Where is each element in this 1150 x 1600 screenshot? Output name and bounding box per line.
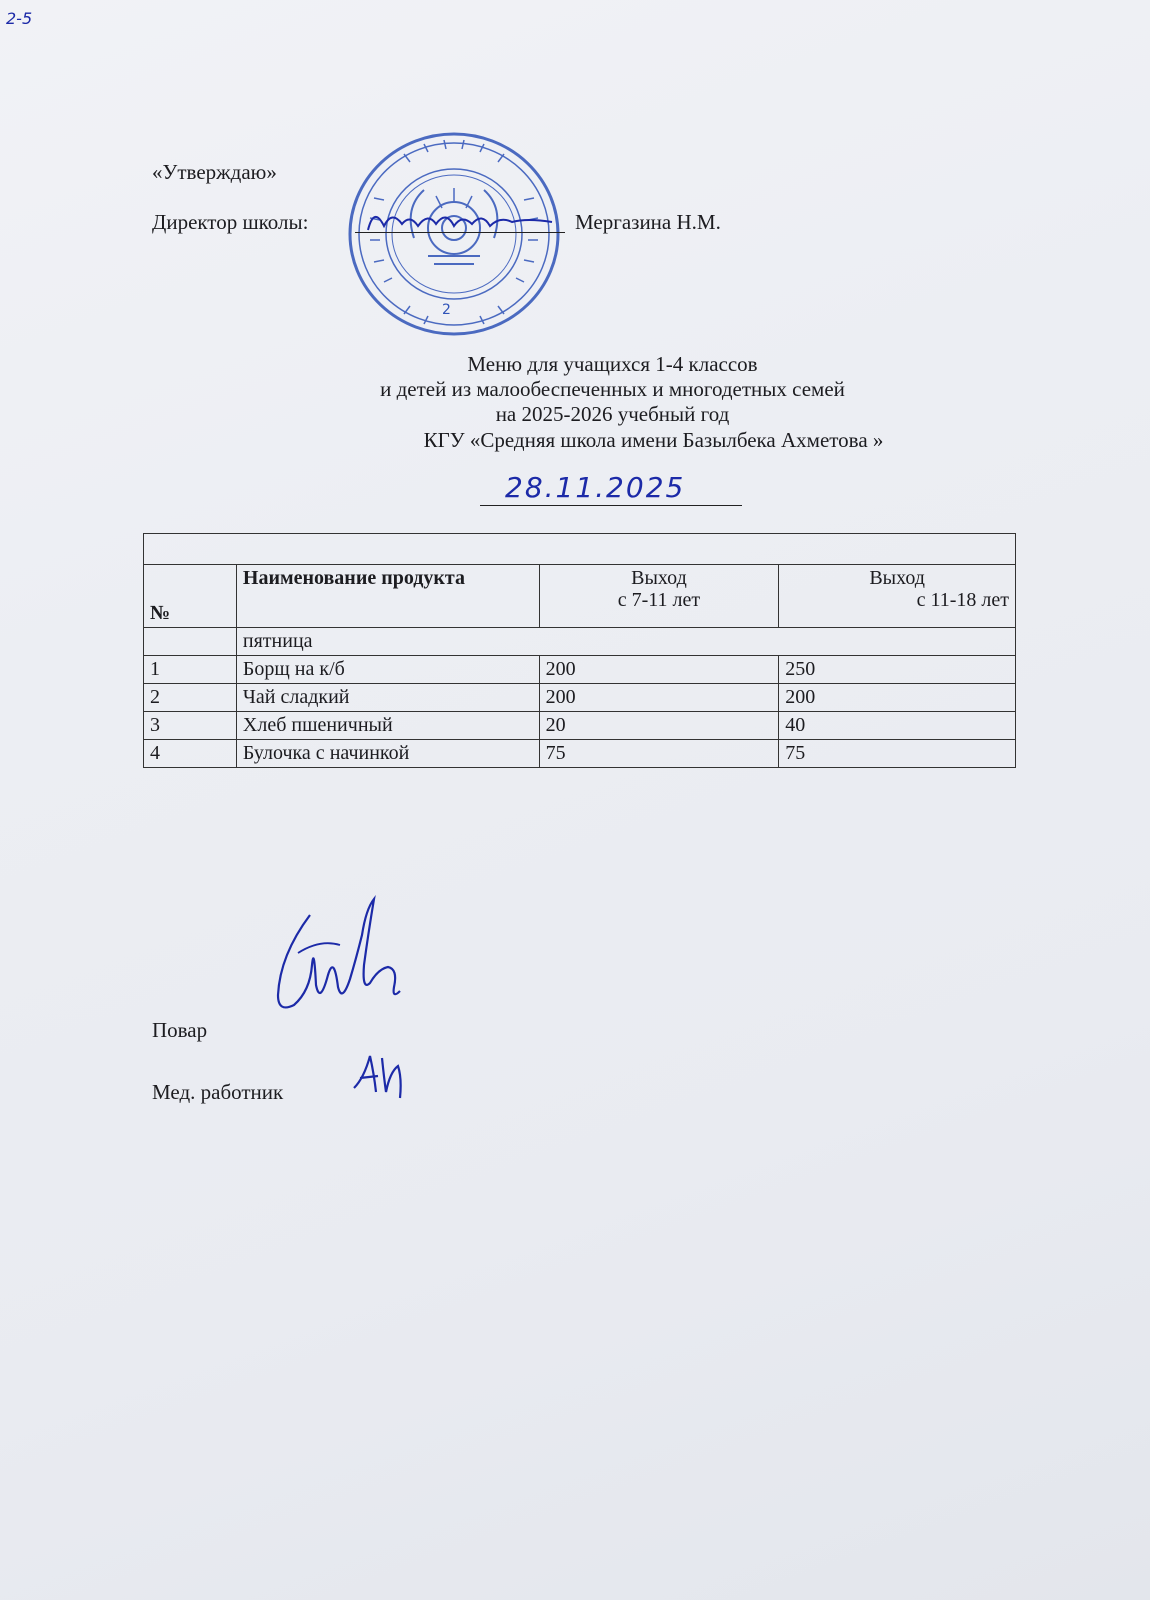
row-yield-junior: 75: [539, 740, 779, 768]
title-line-3: на 2025-2026 учебный год: [495, 402, 730, 427]
cook-label: Повар: [152, 1018, 208, 1042]
row-yield-senior: 75: [779, 740, 1016, 768]
row-number: 3: [144, 712, 237, 740]
row-number: 2: [144, 684, 237, 712]
medic-signature-icon: [350, 1048, 410, 1108]
table-day-row: [144, 628, 1016, 656]
table-header-row: [144, 565, 1016, 628]
title-line-2: и детей из малообеспеченных и многодетных семей: [380, 377, 845, 402]
corner-note: 2-5: [6, 9, 33, 28]
header-yield-senior-range: с 11-18 лет: [916, 589, 1009, 611]
header-yield-senior: [779, 565, 1016, 628]
row-number: 1: [144, 656, 237, 684]
table-row: [144, 656, 1016, 684]
director-name: Мергазина Н.М.: [575, 210, 721, 234]
row-name: Борщ на к/б: [236, 656, 539, 684]
row-yield-junior: 200: [539, 656, 779, 684]
date-underline: [480, 505, 742, 506]
director-signature-icon: [362, 200, 562, 240]
row-yield-senior: 40: [779, 712, 1016, 740]
approval-label: «Утверждаю»: [152, 160, 277, 184]
menu-table: [143, 533, 1016, 768]
row-yield-junior: 20: [539, 712, 779, 740]
row-yield-senior: 200: [779, 684, 1016, 712]
header-yield-junior: [539, 565, 779, 628]
svg-text:2: 2: [442, 302, 451, 318]
medic-label: Мед. работник: [152, 1080, 284, 1104]
row-name: Булочка с начинкой: [236, 740, 539, 768]
table-blank-row: [144, 534, 1016, 565]
row-name: Чай сладкий: [236, 684, 539, 712]
header-name: Наименование продукта: [236, 565, 539, 628]
director-label: Директор школы:: [152, 210, 309, 234]
header-yield-junior-range: с 7-11 лет: [617, 589, 701, 611]
table-row: [144, 712, 1016, 740]
header-yield-senior-title: Выход: [869, 567, 925, 589]
row-name: Хлеб пшеничный: [236, 712, 539, 740]
header-number: №: [144, 565, 237, 628]
header-yield-junior-title: Выход: [631, 567, 687, 589]
title-line-1: Меню для учащихся 1-4 классов: [467, 352, 758, 376]
row-yield-senior: 250: [779, 656, 1016, 684]
table-row: [144, 684, 1016, 712]
document-title: [300, 352, 925, 453]
title-school: КГУ «Средняя школа имени Базылбека Ахметова »: [423, 427, 884, 452]
handwritten-date: 28.11.2025: [505, 471, 686, 504]
cook-signature-icon: [270, 895, 420, 1025]
row-number: 4: [144, 740, 237, 768]
day-label: пятница: [236, 628, 1015, 656]
row-yield-junior: 200: [539, 684, 779, 712]
table-row: [144, 740, 1016, 768]
